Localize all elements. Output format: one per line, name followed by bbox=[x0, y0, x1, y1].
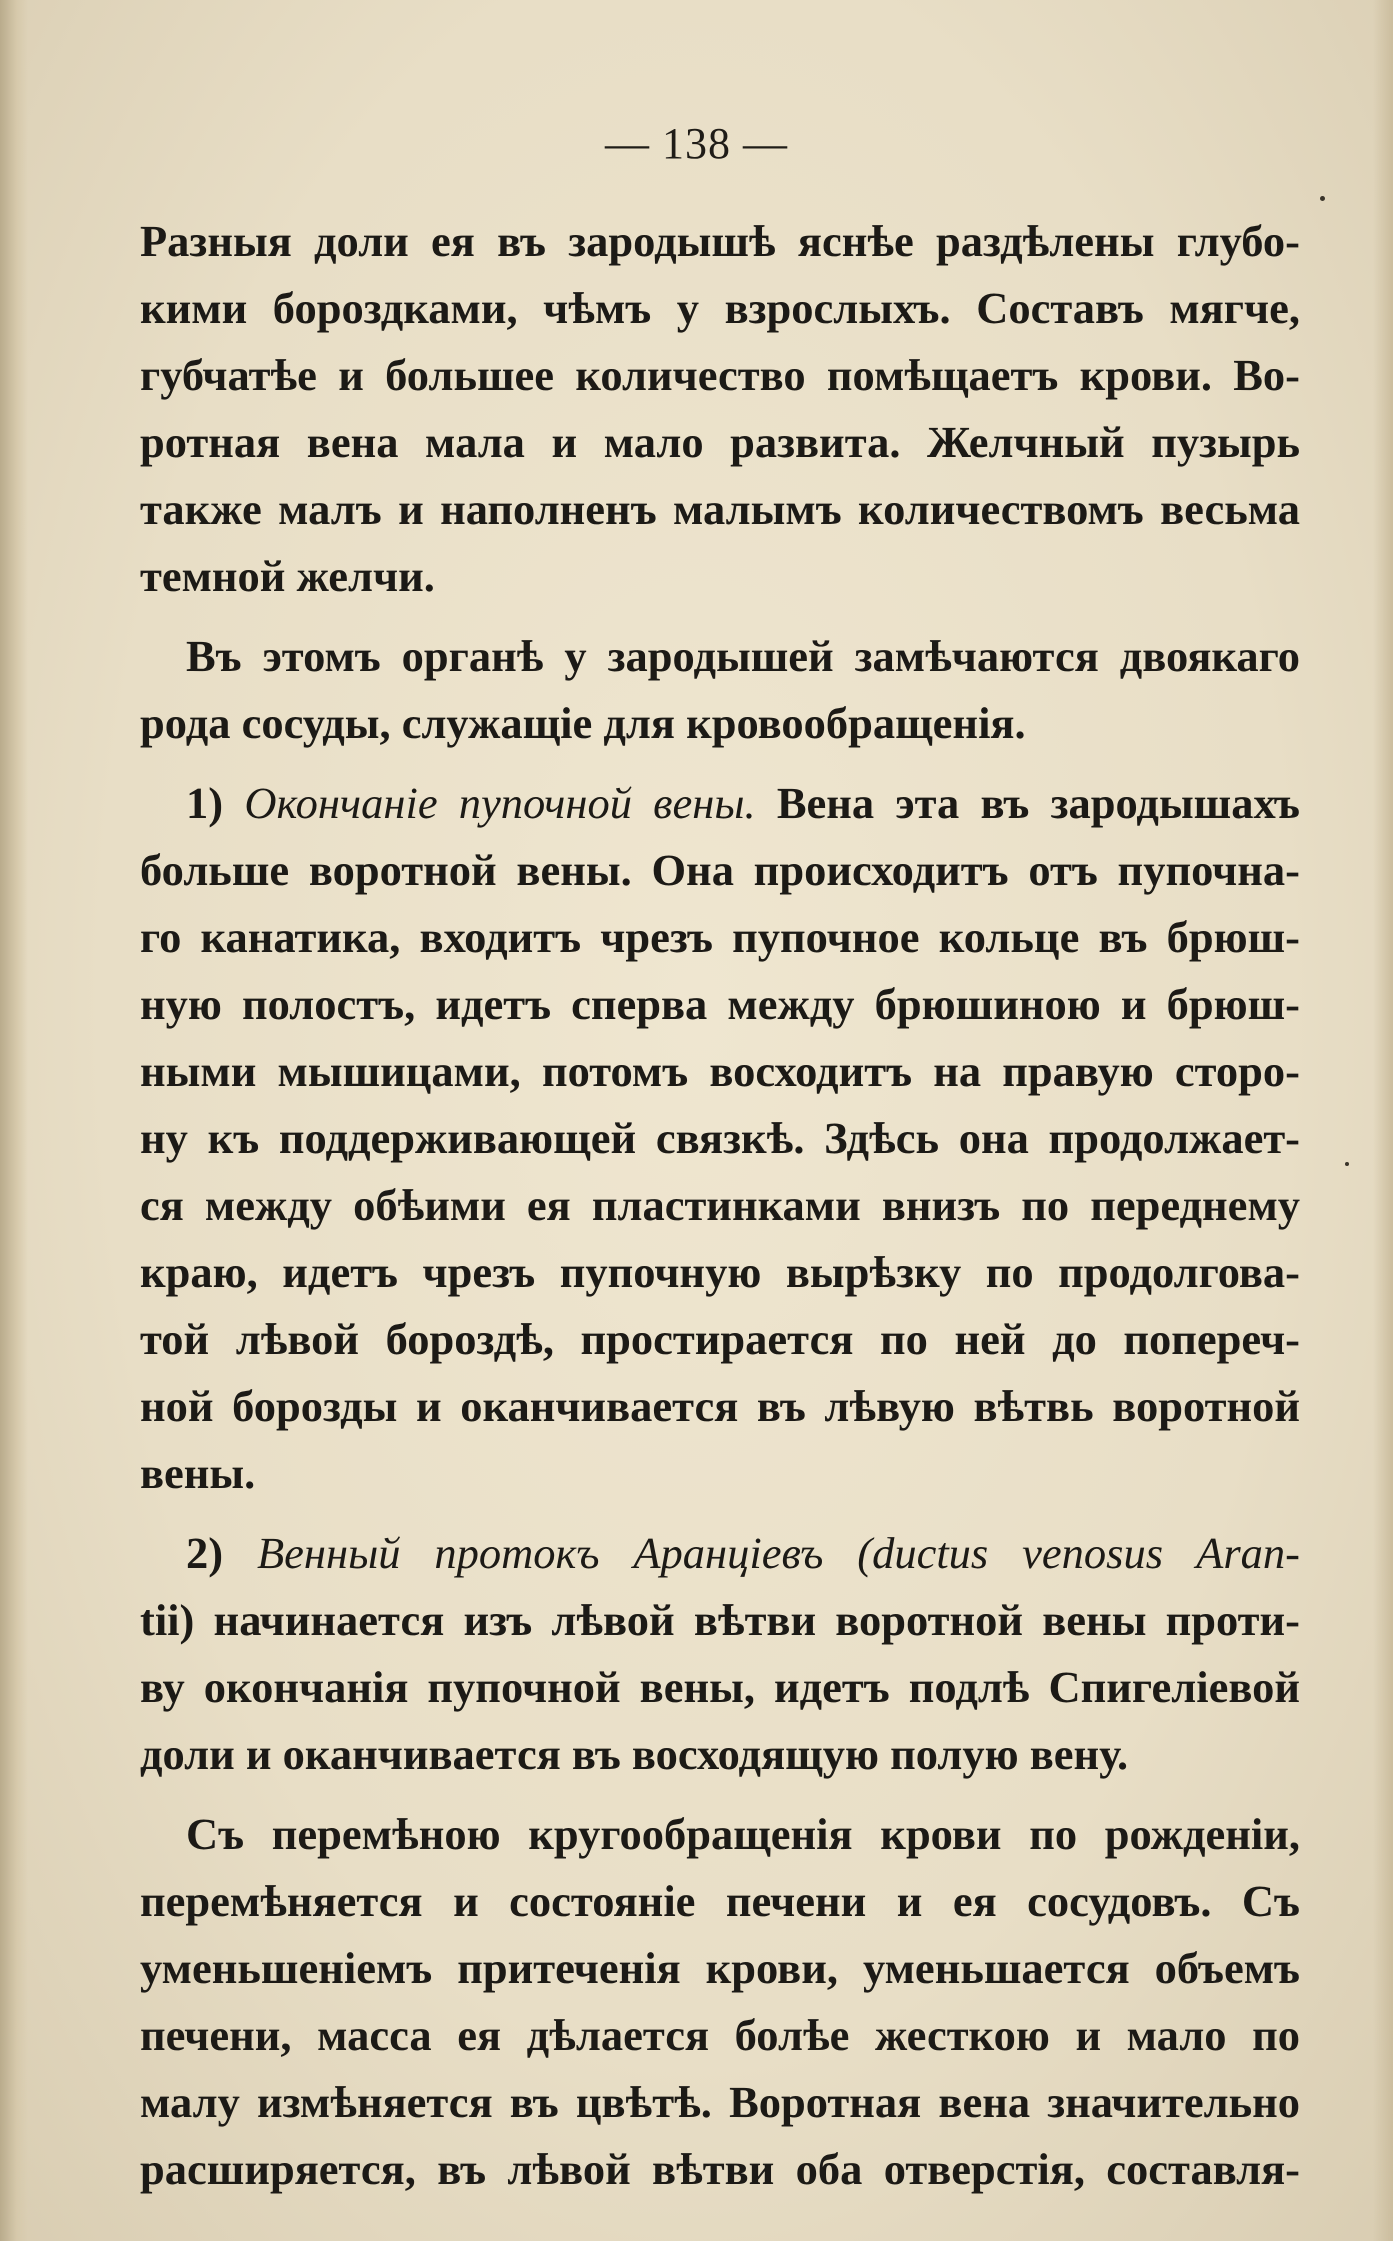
text-line: tii) начинается изъ лѣвой вѣтви воротной вены проти- bbox=[140, 1595, 1300, 1645]
text-line: краю, идетъ чрезъ пупочную вырѣзку по продолгова- bbox=[140, 1247, 1300, 1297]
text-line: губчатѣе и большее количество помѣщаетъ крови. Во- bbox=[140, 350, 1300, 400]
text-line: кими бороздками, чѣмъ у взрослыхъ. Составъ мягче, bbox=[140, 283, 1300, 333]
text-line: той лѣвой бороздѣ, простирается по ней до попереч- bbox=[140, 1314, 1300, 1364]
text-line: ну къ поддерживающей связкѣ. Здѣсь она продолжает- bbox=[140, 1113, 1300, 1163]
text-line: больше воротной вены. Она происходитъ отъ пупочна- bbox=[140, 845, 1300, 895]
text-line: малу измѣняется въ цвѣтѣ. Воротная вена значительно bbox=[140, 2077, 1300, 2127]
body-text bbox=[140, 208, 1300, 2203]
ink-speck bbox=[1320, 196, 1325, 201]
item-2-title: Венный протокъ Аранціевъ bbox=[257, 1528, 824, 1578]
item-1-heading-line bbox=[140, 770, 1300, 837]
text-line: уменьшеніемъ притеченія крови, уменьшается объемъ bbox=[140, 1943, 1300, 1993]
text-line: Съ перемѣною кругообращенія крови по рожденіи, bbox=[186, 1809, 1300, 1859]
item-1-number: 1) bbox=[186, 778, 224, 828]
item-1-text: Вена эта въ зародышахъ bbox=[776, 778, 1301, 828]
ink-speck bbox=[1345, 1162, 1349, 1166]
text-line: ся между обѣими ея пластинками внизъ по переднему bbox=[140, 1180, 1300, 1230]
item-1-title: Окончаніе пупочной вены. bbox=[244, 778, 756, 828]
text-line: ву окончанія пупочной вены, идетъ подлѣ Спигеліевой bbox=[140, 1662, 1300, 1712]
text-line: го канатика, входитъ чрезъ пупочное кольце въ брюш- bbox=[140, 912, 1300, 962]
text-line: Разныя доли ея въ зародышѣ яснѣе раздѣлены глубо- bbox=[140, 216, 1300, 266]
text-line: ной борозды и оканчивается въ лѣвую вѣтвь воротной bbox=[140, 1381, 1300, 1431]
text-line: перемѣняется и состояніе печени и ея сосудовъ. Съ bbox=[140, 1876, 1300, 1926]
text-line: Въ этомъ органѣ у зародышей замѣчаются двоякаго bbox=[186, 631, 1300, 681]
text-line: печени, масса ея дѣлается болѣе жесткою и мало по bbox=[140, 2010, 1300, 2060]
text-line: рода сосуды, служащіе для кровообращенія. bbox=[140, 698, 1026, 748]
item-2-number: 2) bbox=[186, 1528, 224, 1578]
text-line: расширяется, въ лѣвой вѣтви оба отверстія, составля- bbox=[140, 2144, 1300, 2194]
text-line: вены. bbox=[140, 1448, 256, 1498]
text-line: ными мышицами, потомъ восходитъ на правую сторо- bbox=[140, 1046, 1300, 1096]
text-line: темной желчи. bbox=[140, 551, 435, 601]
page-number: — 138 — bbox=[605, 119, 788, 168]
item-2-text: (ductus venosus Aran- bbox=[857, 1528, 1300, 1578]
text-line: ную полостъ, идетъ сперва между брюшиною и брюш- bbox=[140, 979, 1300, 1029]
page-edge-shadow bbox=[1373, 0, 1393, 2241]
text-line: доли и оканчивается въ восходящую полую вену. bbox=[140, 1729, 1129, 1779]
page-gutter-shadow bbox=[0, 0, 28, 2241]
text-line: ротная вена мала и мало развита. Желчный пузырь bbox=[140, 417, 1300, 467]
text-line: также малъ и наполненъ малымъ количествомъ весьма bbox=[140, 484, 1300, 534]
item-2-heading-line bbox=[140, 1520, 1300, 1587]
